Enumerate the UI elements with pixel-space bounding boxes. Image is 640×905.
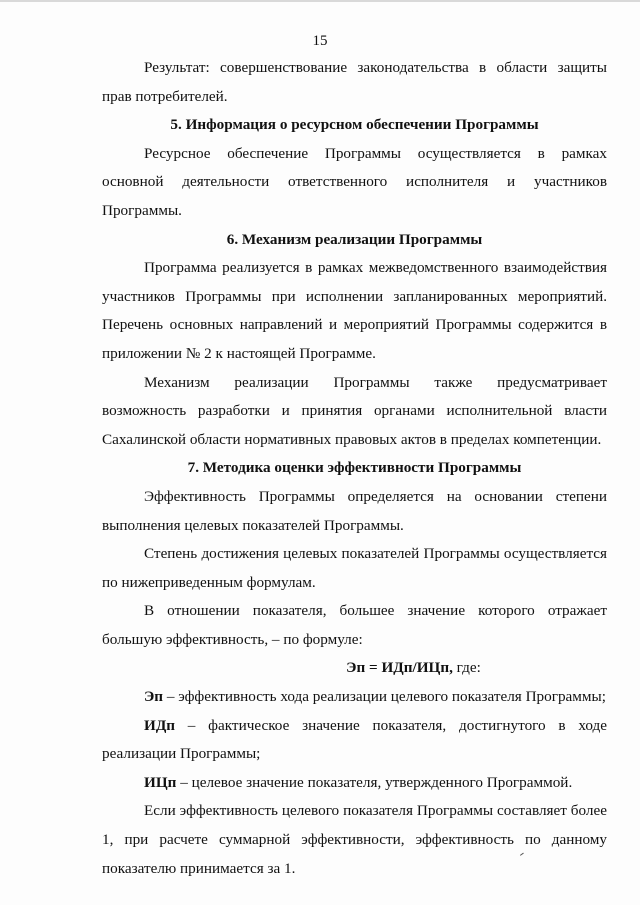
definition-icp	[102, 769, 607, 798]
paragraph-efficiency-3: В отношении показателя, большее значение которого отражает большую эффективность, – по формуле:	[102, 602, 607, 648]
paragraph-efficiency-2: Степень достижения целевых показателей Программы осуществляется по нижеприведенным формулам.	[102, 545, 607, 591]
section-heading-5: 5. Информация о ресурсном обеспечении Программы	[170, 116, 539, 134]
definition-icp-text: – целевое значение показателя, утвержденного Программой.	[176, 773, 573, 791]
definition-icp-term: ИЦп	[144, 773, 177, 791]
paragraph-efficiency-cap: Если эффективность целевого показателя Программы составляет более 1, при расчете суммарной эффективности, эффективность по данному показателю принимается за 1.	[102, 802, 607, 877]
paragraph-result: Результат: совершенствование законодательства в области защиты прав потребителей.	[102, 59, 607, 105]
definition-idp	[102, 712, 607, 769]
paragraph-efficiency-1: Эффективность Программы определяется на основании степени выполнения целевых показателей Программы.	[102, 487, 607, 534]
paragraph-resources: Ресурсное обеспечение Программы осуществляется в рамках основной деятельности ответственного исполнителя и участников Программы.	[102, 144, 607, 219]
definition-idp-term: ИДп	[144, 716, 176, 734]
definition-ep-term: Эп	[144, 688, 164, 706]
formula-line	[220, 654, 607, 683]
paragraph-mechanism-2: Механизм реализации Программы также предусматривает возможность разработки и принятия органами исполнительной власти Сахалинской области нормативных правовых актов в пределах компетенции.	[102, 373, 607, 448]
definition-idp-text: – фактическое значение показателя, достигнутого в ходе реализации Программы;	[102, 716, 607, 763]
formula-expression: Эп = ИДп/ИЦп,	[346, 659, 453, 677]
definition-ep	[102, 683, 607, 712]
section-heading-6: 6. Механизм реализации Программы	[226, 230, 483, 248]
page-number: 15	[312, 33, 328, 49]
definition-ep-text: – эффективность хода реализации целевого показателя Программы;	[163, 688, 606, 706]
section-heading-7: 7. Методика оценки эффективности Программы	[187, 459, 522, 477]
page-top-border	[0, 0, 640, 2]
document-body	[102, 54, 607, 883]
paragraph-mechanism-1: Программа реализуется в рамках межведомственного взаимодействия участников Программы при исполнении запланированных мероприятий. Перечень основных направлений и мероприятий Программы содержится в приложении № 2 к настоящей Программе.	[102, 259, 607, 362]
formula-suffix: где:	[452, 659, 481, 677]
